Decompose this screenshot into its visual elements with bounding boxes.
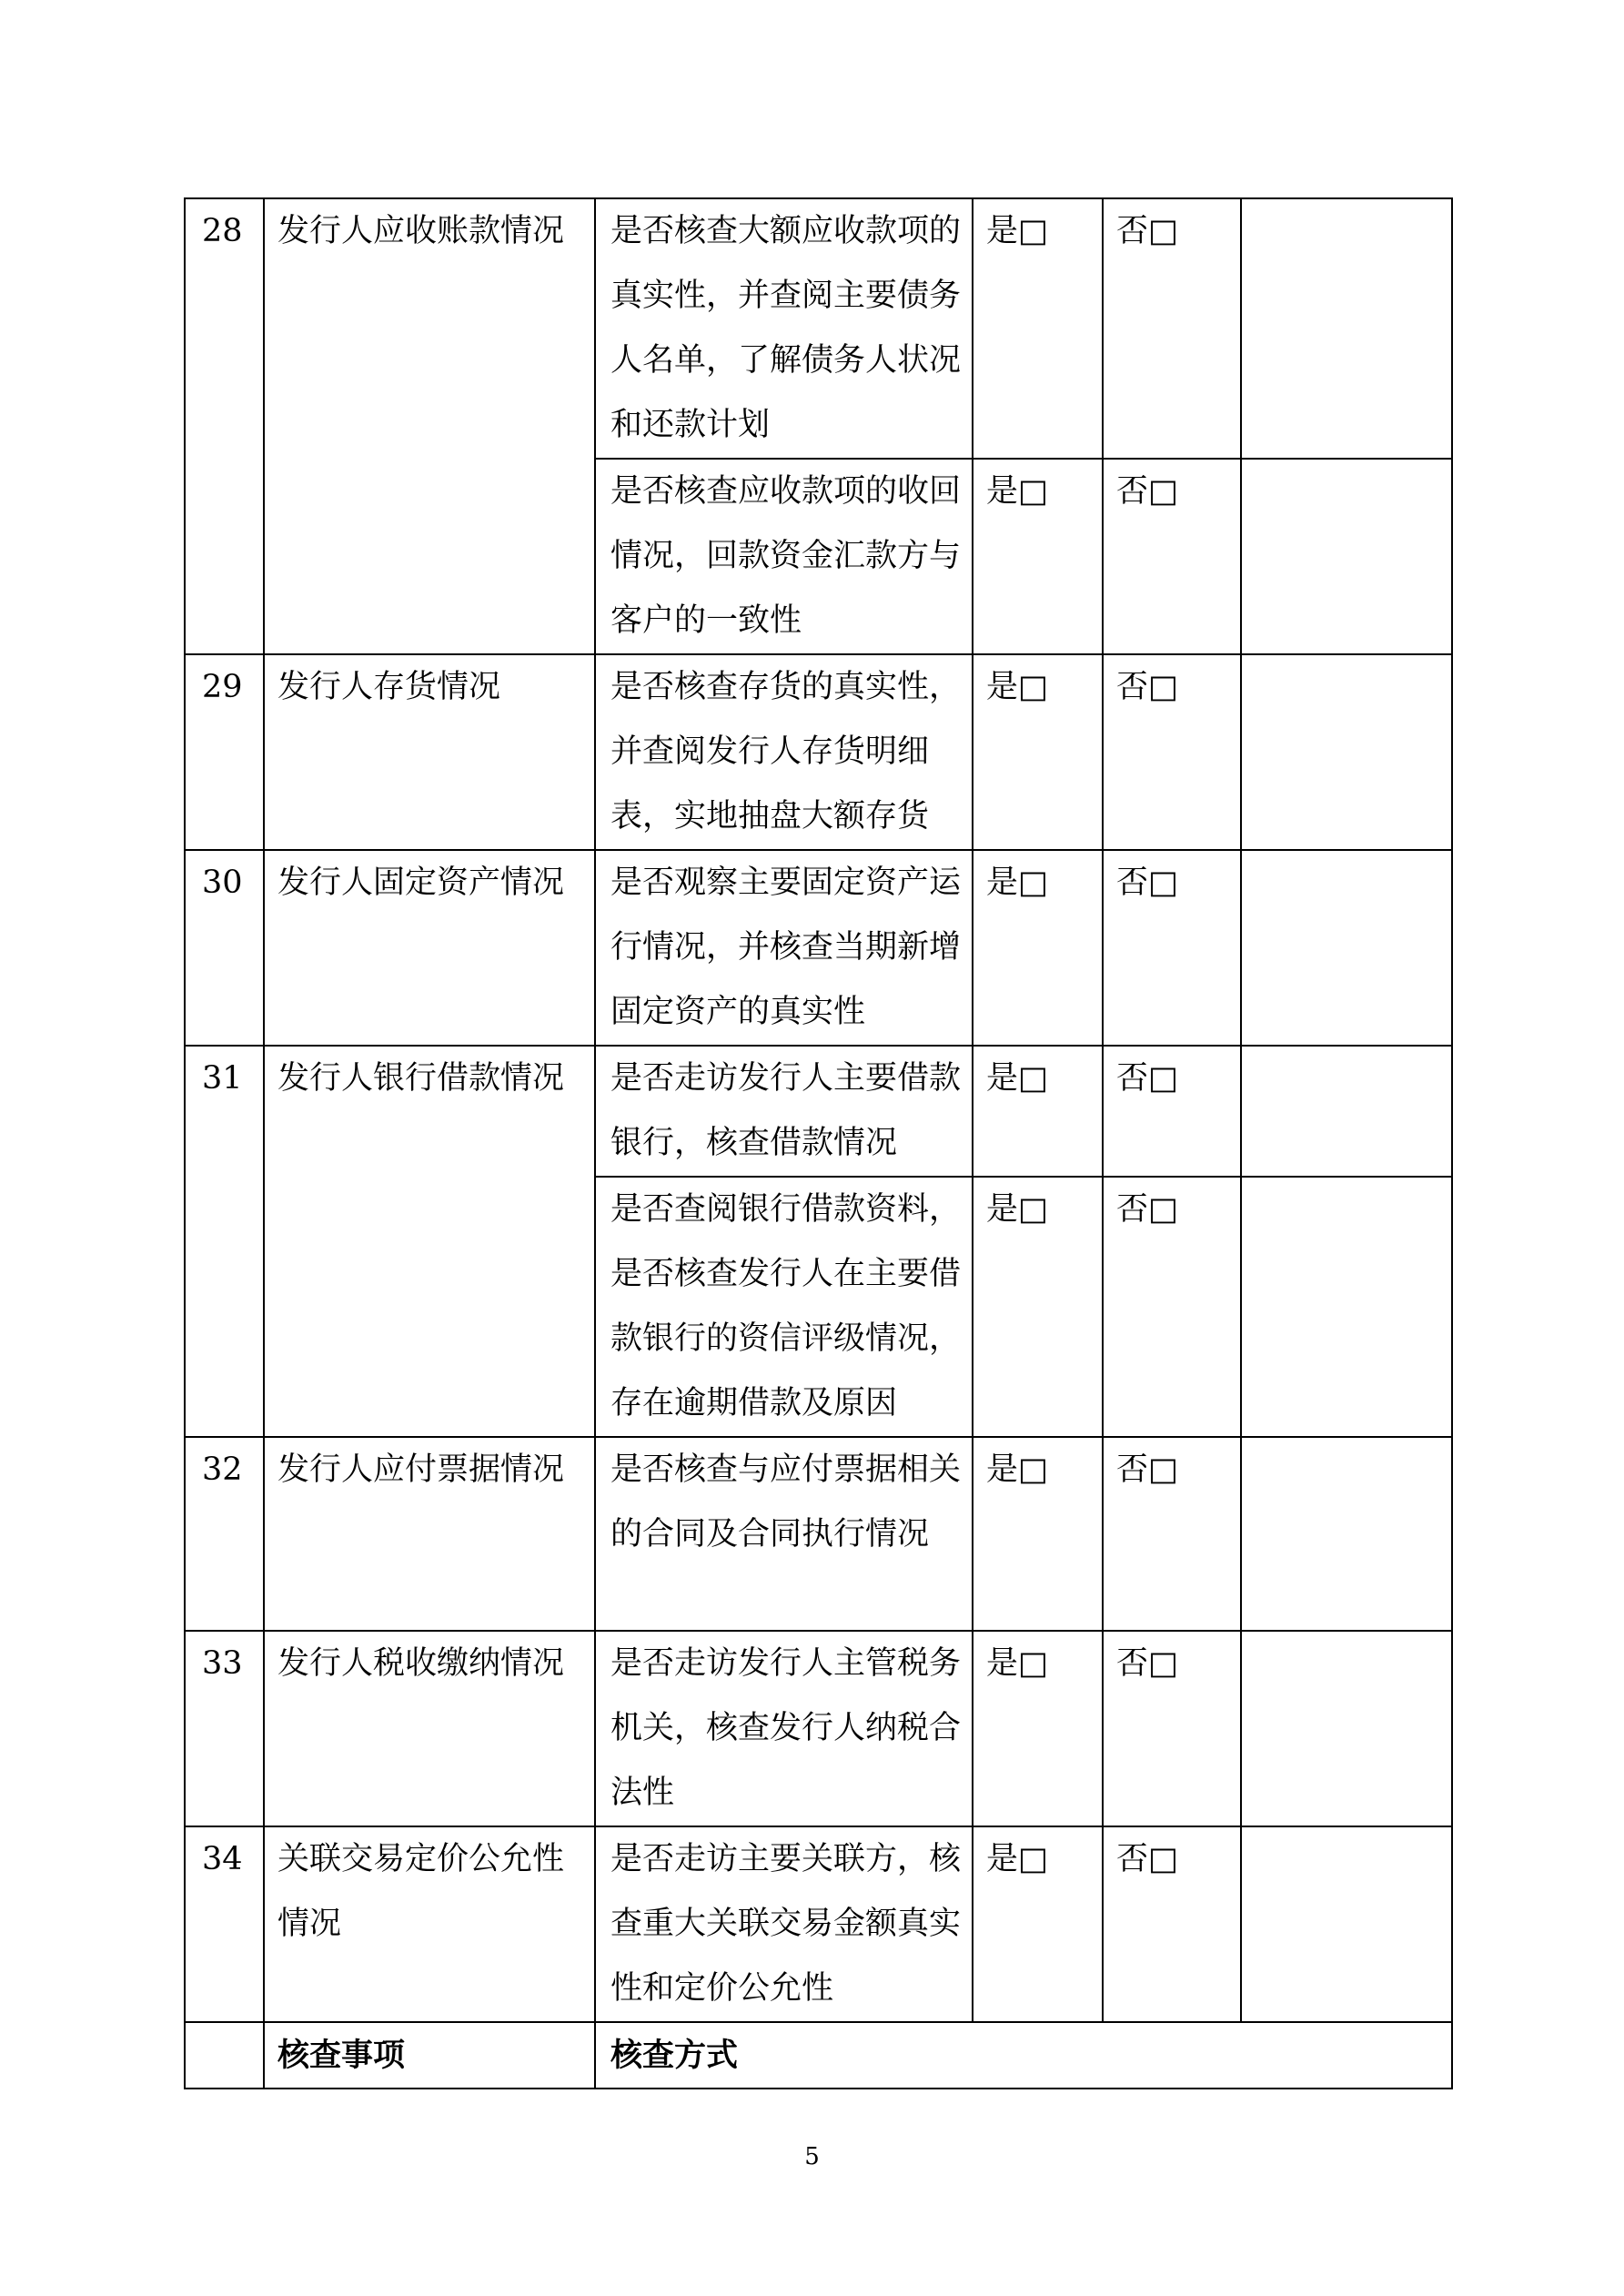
check-method: 是否查阅银行借款资料，是否核查发行人在主要借款银行的资信评级情况，存在逾期借款及原因 [595, 1177, 973, 1437]
row-number: 31 [185, 1046, 264, 1437]
remark-cell [1241, 850, 1452, 1046]
table-row [185, 2022, 1452, 2089]
yes-checkbox[interactable]: 是□ [973, 1177, 1103, 1437]
row-number: 30 [185, 850, 264, 1046]
remark-cell [1241, 1631, 1452, 1826]
remark-cell [1241, 1046, 1452, 1177]
row-number: 34 [185, 1826, 264, 2022]
check-method: 是否走访发行人主管税务机关，核查发行人纳税合法性 [595, 1631, 973, 1826]
check-item: 发行人银行借款情况 [264, 1046, 595, 1437]
check-method: 是否走访主要关联方，核查重大关联交易金额真实性和定价公允性 [595, 1826, 973, 2022]
yes-checkbox[interactable]: 是□ [973, 850, 1103, 1046]
remark-cell [1241, 1177, 1452, 1437]
table-row [185, 1826, 1452, 2022]
check-method: 是否走访发行人主要借款银行，核查借款情况 [595, 1046, 973, 1177]
yes-checkbox[interactable]: 是□ [973, 1631, 1103, 1826]
row-number: 32 [185, 1437, 264, 1631]
check-item: 发行人税收缴纳情况 [264, 1631, 595, 1826]
no-checkbox[interactable]: 否□ [1103, 1437, 1241, 1631]
no-checkbox[interactable]: 否□ [1103, 1177, 1241, 1437]
no-checkbox[interactable]: 否□ [1103, 198, 1241, 459]
table-row [185, 1437, 1452, 1631]
no-checkbox[interactable]: 否□ [1103, 1046, 1241, 1177]
checklist-table [184, 197, 1453, 2089]
yes-checkbox[interactable]: 是□ [973, 1437, 1103, 1631]
check-item: 发行人固定资产情况 [264, 850, 595, 1046]
check-method: 是否核查应收款项的收回情况，回款资金汇款方与客户的一致性 [595, 459, 973, 654]
page-number: 5 [804, 2143, 820, 2170]
no-checkbox[interactable]: 否□ [1103, 1826, 1241, 2022]
yes-checkbox[interactable]: 是□ [973, 654, 1103, 850]
check-method: 是否观察主要固定资产运行情况，并核查当期新增固定资产的真实性 [595, 850, 973, 1046]
check-method: 是否核查大额应收款项的真实性，并查阅主要债务人名单，了解债务人状况和还款计划 [595, 198, 973, 459]
check-item: 发行人应收账款情况 [264, 198, 595, 654]
row-number: 28 [185, 198, 264, 654]
row-number: 29 [185, 654, 264, 850]
remark-cell [1241, 1437, 1452, 1631]
check-item: 关联交易定价公允性情况 [264, 1826, 595, 2022]
yes-checkbox[interactable]: 是□ [973, 459, 1103, 654]
row-number: 33 [185, 1631, 264, 1826]
no-checkbox[interactable]: 否□ [1103, 850, 1241, 1046]
no-checkbox[interactable]: 否□ [1103, 1631, 1241, 1826]
yes-checkbox[interactable]: 是□ [973, 1826, 1103, 2022]
check-item: 发行人应付票据情况 [264, 1437, 595, 1631]
table-row [185, 198, 1452, 459]
item-header: 核查事项 [264, 2022, 595, 2089]
empty-cell [185, 2022, 264, 2089]
check-item: 发行人存货情况 [264, 654, 595, 850]
table-row [185, 654, 1452, 850]
method-header: 核查方式 [595, 2022, 1452, 2089]
table-row [185, 1046, 1452, 1177]
table-row [185, 1631, 1452, 1826]
no-checkbox[interactable]: 否□ [1103, 459, 1241, 654]
remark-cell [1241, 459, 1452, 654]
check-method: 是否核查与应付票据相关的合同及合同执行情况 [595, 1437, 973, 1631]
remark-cell [1241, 654, 1452, 850]
check-method: 是否核查存货的真实性，并查阅发行人存货明细表，实地抽盘大额存货 [595, 654, 973, 850]
yes-checkbox[interactable]: 是□ [973, 198, 1103, 459]
table-row [185, 850, 1452, 1046]
no-checkbox[interactable]: 否□ [1103, 654, 1241, 850]
remark-cell [1241, 1826, 1452, 2022]
yes-checkbox[interactable]: 是□ [973, 1046, 1103, 1177]
remark-cell [1241, 198, 1452, 459]
